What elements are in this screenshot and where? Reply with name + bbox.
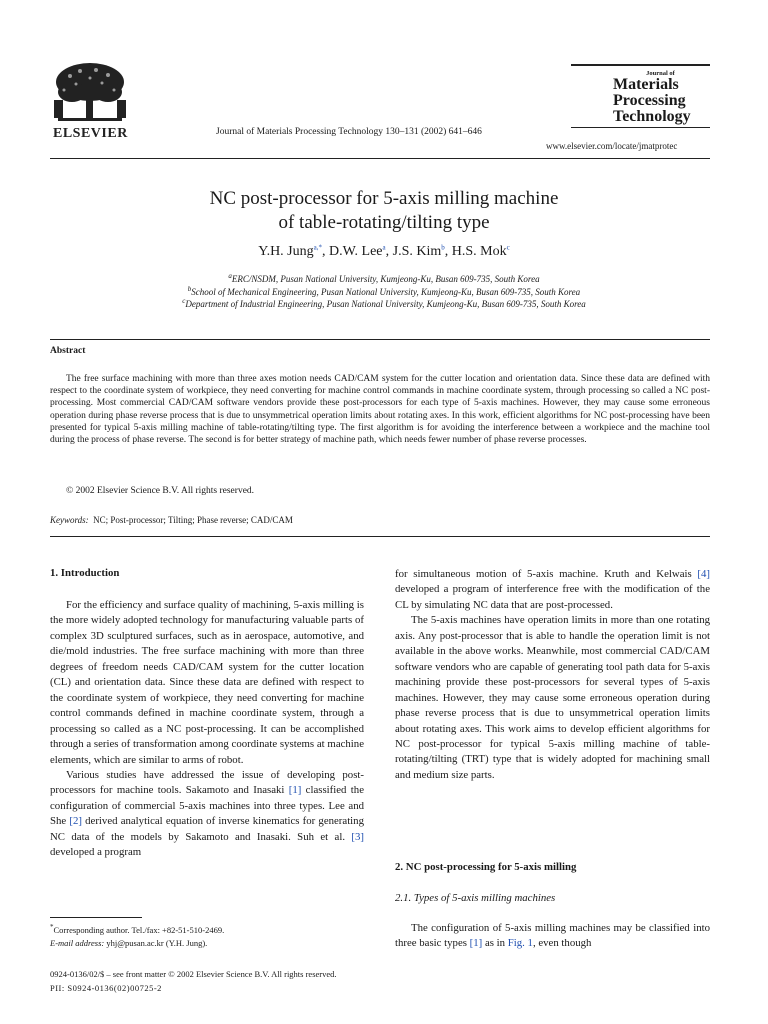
reference-link-4[interactable]: [4]	[697, 568, 710, 580]
reference-link-1[interactable]: [1]	[469, 937, 483, 950]
text-run: The configuration of 5-axis milling machines may be classified into three basic types	[395, 922, 710, 950]
footnote-rule	[50, 917, 142, 918]
text-run: as in	[482, 937, 508, 950]
masthead-line-2: Processing	[613, 91, 686, 109]
masthead-prefix: Journal of	[646, 69, 675, 77]
journal-citation: Journal of Materials Processing Technology 130–131 (2002) 641–646	[216, 127, 482, 137]
journal-masthead	[571, 64, 710, 128]
masthead-line-3: Technology	[613, 107, 691, 125]
elsevier-tree-logo	[50, 62, 130, 124]
affiliation-mark: c	[182, 297, 186, 305]
section-2-heading: 2. NC post-processing for 5-axis milling	[395, 861, 577, 873]
affiliation-text: School of Mechanical Engineering, Pusan National University, Kumjeong-Ku, Busan 609-735, South Korea	[191, 287, 581, 297]
email-footnote	[50, 938, 207, 948]
issn-line: 0924-0136/02/$ – see front matter © 2002 Elsevier Science B.V. All rights reserved.	[50, 969, 337, 979]
author-name: D.W. Lee	[329, 244, 383, 259]
author-affiliation-mark[interactable]: a,*	[313, 243, 322, 252]
abstract-top-rule	[50, 339, 710, 340]
text-run: , even though	[532, 937, 592, 950]
affiliation-text: Department of Industrial Engineering, Pusan National University, Kumjeong-Ku, Busan 609-735, South Korea	[185, 299, 586, 309]
affiliation-a	[0, 274, 768, 284]
affiliation-c	[0, 299, 768, 309]
author-name: H.S. Mok	[451, 244, 507, 259]
reference-link-3[interactable]: [3]	[351, 830, 364, 843]
keywords-label: Keywords:	[50, 515, 89, 525]
text-run: classified the configuration of commercial 5-axis machines into three types. Lee and She	[50, 784, 364, 828]
intro-paragraph-1: For the efficiency and surface quality of machining, 5-axis milling is the more widely adopted technology for manufacturing valuable parts of complex 3D sculptured surfaces, such as in aerospace, automotive, and die/mold industries. The free surface machining with more than three degrees of freedom needs CAD/CAM system for the cutter location (CL) and orientation data. Since these data are defined with respect to the coordinate system of workpiece, they need converting for machine control commands defined in machine coordinate system, through a processing so called as a NC post-processing. It can be accomplished through a series of transformation among coordinate systems at machine elements, which are similar to arms of robot.	[50, 599, 364, 766]
email-label: E-mail address:	[50, 938, 105, 948]
intro-continuation	[395, 567, 710, 613]
masthead-top-rule	[571, 64, 710, 66]
masthead-bottom-rule	[571, 127, 710, 129]
author-list: Y.H. Jung$^{a,*}$, D.W. Lee$^a$, J.S. Kim$^b$, H.S. Mok$^c$	[258, 243, 510, 259]
paper-title	[0, 187, 768, 235]
keywords-bottom-rule	[50, 536, 710, 537]
right-column	[395, 567, 710, 783]
author-name: J.S. Kim	[392, 244, 442, 259]
footnote-text: Corresponding author. Tel./fax: +82-51-510-2469.	[53, 925, 225, 935]
abstract-body: The free surface machining with more than three axes motion needs CAD/CAM system for the cutter location and orientation data. Since these data are defined with respect to the coordinate system of workpiece, they need converting for machine control commands in machine coordinate system, through processing so called a NC post-processing. Most commercial CAD/CAM software vendors provide these post-processors for each type of 5-axis machines. However, they may cause some erroneous operation during phase reverse process that is due to unsymmetrical operation limits about rotating axes. In this work, efficient algorithms for NC post-processing have been presented for typical 5-axis milling machine of table-rotating/tilting type. The first algorithm is for avoiding the interference between a workpiece and the machine tool during the process of phase reverse. The second is for better strategy of machine path, which needs fewer number of phase reverse processes.	[50, 374, 710, 446]
section-1-heading: 1. Introduction	[50, 567, 120, 579]
keywords	[50, 515, 293, 525]
text-run: for simultaneous motion of 5-axis machine. Kruth and Kelwais	[395, 568, 698, 580]
header-divider	[50, 158, 710, 159]
title-line-2: of table-rotating/tilting type	[278, 212, 490, 233]
corresponding-author-footnote	[50, 925, 224, 935]
author-name: Y.H. Jung	[258, 244, 314, 259]
intro-paragraph-2	[50, 768, 364, 861]
reference-link-1[interactable]: [1]	[288, 784, 302, 797]
pii-line: PII: S0924-0136(02)00725-2	[50, 983, 162, 993]
affiliation-b	[0, 287, 768, 297]
asterisk-mark: *	[50, 923, 54, 932]
journal-url-link[interactable]: www.elsevier.com/locate/jmatprotec	[546, 141, 678, 151]
author-affiliation-mark[interactable]: a	[382, 243, 386, 252]
abstract-heading: Abstract	[50, 346, 86, 356]
author-affiliation-mark[interactable]: c	[506, 243, 510, 252]
figure-link-1[interactable]: Fig. 1	[507, 937, 533, 950]
author-affiliation-mark[interactable]: b	[441, 243, 445, 252]
reference-link-2[interactable]: [2]	[69, 815, 82, 828]
intro-paragraph-3: The 5-axis machines have operation limits in more than one rotating axis. Any post-processor that is able to handle the operation limit is not available in the above works. Meanwhile, most commercial CAD/CAM software vendors who are capable of generating tool path data for 5-axis machining provide these post-processors for several types of 5-axis machines. However, they may cause some erroneous operation during phase reverse process that is due to unsymmetrical operation limits about rotating axes. This work aims to develop efficient algorithms for NC post-processor for typical 5-axis milling machine of table-rotating/tilting (TRT) type that is widely adopted for machining small and medium size parts.	[395, 614, 710, 781]
affiliation-text: ERC/NSDM, Pusan National University, Kumjeong-Ku, Busan 609-735, South Korea	[231, 274, 540, 284]
section-2-paragraph	[395, 921, 710, 952]
title-line-1: NC post-processor for 5-axis milling machine	[209, 188, 559, 209]
section-2-body	[395, 921, 710, 952]
keywords-text: NC; Post-processor; Tilting; Phase reverse; CAD/CAM	[93, 515, 293, 525]
abstract-copyright: © 2002 Elsevier Science B.V. All rights reserved.	[66, 486, 255, 496]
affiliation-mark: a	[228, 272, 232, 280]
left-column	[50, 598, 364, 861]
text-run: developed a program	[50, 846, 142, 859]
text-run: Various studies have addressed the issue of developing post-processors for machine tools. Sakamoto and Inasaki	[50, 768, 364, 797]
affiliation-mark: b	[187, 285, 192, 293]
text-run: derived analytical equation of inverse kinematics for generating NC data of the models by Sakamoto and Inasaki. Suh et al.	[50, 815, 364, 843]
email-address[interactable]: yhj@pusan.ac.kr (Y.H. Jung).	[106, 938, 208, 948]
subsection-2-1-heading: 2.1. Types of 5-axis milling machines	[395, 892, 556, 904]
publisher-name: ELSEVIER	[53, 126, 128, 141]
masthead-line-1: Materials	[613, 75, 679, 93]
text-run: developed a program of interference free with the modification of the CL by simulating NC data that are post-processed.	[395, 583, 710, 611]
